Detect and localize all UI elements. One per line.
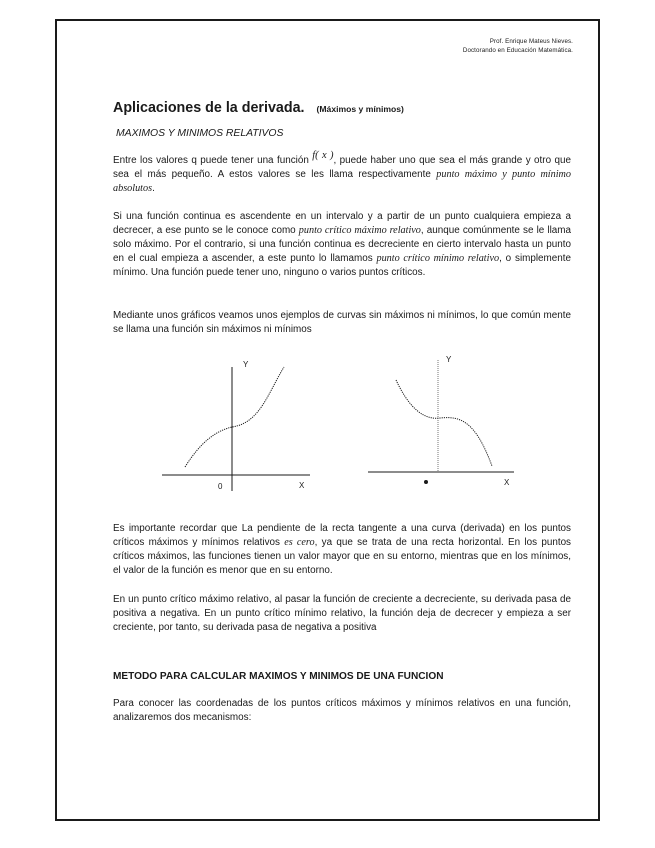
section-heading-method: METODO PARA CALCULAR MAXIMOS Y MINIMOS DE UNA FUNCION [113,671,444,682]
section-subtitle: MAXIMOS Y MINIMOS RELATIVOS [116,128,284,139]
title-sub: (Máximos y mínimos) [316,104,404,114]
p4-text-c: , ya que se trata de una recta horizontal. En los puntos críticos máximos, las funciones tienen un valor mayor que en su entorno, mientras que en los mínimos, el valor de la función es menor que en su entorno. [113,537,571,577]
curve-decreasing [396,380,492,466]
origin-dot [424,480,428,484]
graph-increasing-curve [160,355,320,495]
author-name: Prof. Enrique Mateus Nieves. [489,38,573,45]
page-title [113,100,404,116]
curve-increasing [185,367,284,467]
p2-text-e: , o simplemente mínimo. Una función puede tener uno, ninguno o varios puntos críticos. [113,253,571,279]
p2-italic-min: punto crítico mínimo relativo [376,253,500,265]
p1-text-a: Entre los valores q puede tener una función [113,155,313,166]
y-axis-label: Y [243,360,249,369]
title-main: Aplicaciones de la derivada. [113,100,305,116]
paragraph-relative-extrema [113,210,571,280]
p1-italic-term: punto máximo y punto mínimo absolutos [113,169,572,195]
p2-text-c: , aunque comúnmente se le llama solo máximo. Por el contrario, si una función continua es decreciente en cierto intervalo hasta un punto en el cual empieza a ascender, a este punto lo llamamos [113,225,571,265]
p4-italic-zero: es cero [284,537,315,549]
p4-text-a: Es importante recordar que La pendiente de la recta tangente a una curva (derivada) en los puntos críticos máximos y mínimos relativos [113,523,571,549]
p1-text-d: . [152,183,155,195]
origin-label: 0 [218,482,223,491]
p2-text-a: Si una función continua es ascendente en un intervalo y a partir de un punto cualquiera empieza a decrecer, a ese punto se le conoce como [113,211,571,237]
paragraph-absolute-extrema [113,150,572,196]
graph-decreasing-curve [365,350,525,495]
paragraph-method-intro: Para conocer las coordenadas de los puntos críticos máximos y mínimos relativos en una función, analizaremos dos mecanismos: [113,698,571,724]
paragraph-derivative-sign: En un punto crítico máximo relativo, al pasar la función de creciente a decreciente, su derivada pasa de positiva a negativa. En un punto crítico mínimo relativo, la función deja de decrecer y empieza a ser creciente, por tanto, su derivada pasa de negativa a positiva [113,594,571,634]
y-axis-label: Y [446,355,452,364]
author-header [463,37,573,55]
paragraph-slope-zero [113,522,571,578]
author-degree: Doctorando en Educación Matemática. [462,47,573,54]
paragraph-examples-intro: Mediante unos gráficos veamos unos ejemplos de curvas sin máximos ni mínimos, lo que común mente se llama una función sin máximos ni mínimos [113,310,571,336]
x-axis-label: X [504,478,510,487]
function-notation: f( x ) [312,150,334,161]
x-axis-label: X [299,481,305,490]
p2-italic-max: punto crítico máximo relativo [298,225,421,237]
p1-text-b: , puede haber uno que sea el más grande y otro que sea el más pequeño. A estos valores se les llama respectivamente [113,155,571,181]
